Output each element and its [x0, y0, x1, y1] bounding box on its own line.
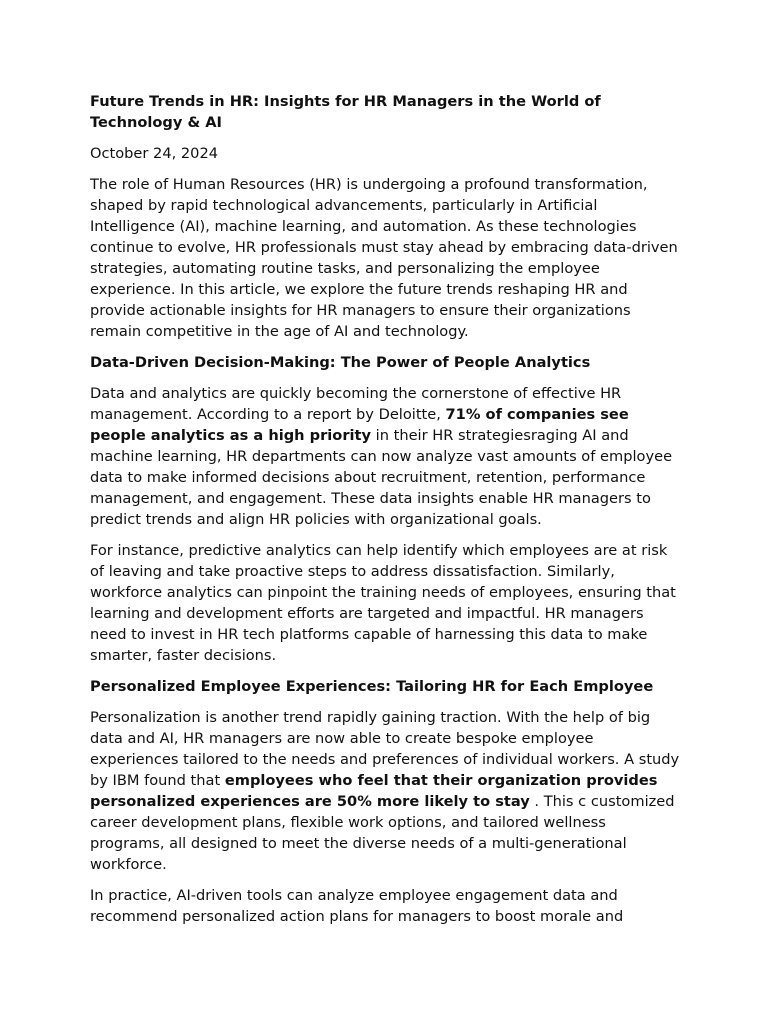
people-analytics-paragraph-1 [90, 383, 682, 530]
section-heading-people-analytics: Data-Driven Decision-Making: The Power of People Analytics [90, 354, 591, 371]
personalized-experiences-paragraph-2: In practice, AI-driven tools can analyze employee engagement data and recommend personalized action plans for managers to boost morale and [90, 887, 624, 925]
personalized-experiences-paragraph-1 [90, 707, 682, 875]
article-date: October 24, 2024 [90, 145, 219, 162]
people-analytics-paragraph-2: For instance, predictive analytics can help identify which employees are at risk of leaving and take proactive steps to address dissatisfaction. Similarly, workforce analytics can pinpoint the training needs of employees, ensuring that learning and development efforts are targeted and impactful. HR managers need to invest in HR tech platforms capable of harnessing this data to make smarter, faster decisions. [90, 542, 676, 664]
highlight-stat: 71% of companies see people analytics as a high priority [90, 406, 629, 444]
section-heading-personalized-experiences: Personalized Employee Experiences: Tailoring HR for Each Employee [90, 678, 654, 695]
intro-paragraph: The role of Human Resources (HR) is undergoing a profound transformation, shaped by rapid technological advancements, particularly in Artificial Intelligence (AI), machine learning, and automation. As these technologies continue to evolve, HR professionals must stay ahead by embracing data-driven strategies, automating routine tasks, and personalizing the employee experience. In this article, we explore the future trends reshaping HR and provide actionable insights for HR managers to ensure their organizations remain competitive in the age of AI and technology. [90, 176, 678, 340]
document-page [90, 91, 682, 937]
text-run: Data and analytics are quickly becoming the cornerstone of effective HR management. According to a report by Deloitte, [90, 385, 622, 423]
article-title: Future Trends in HR: Insights for HR Managers in the World of Technology & AI [90, 93, 601, 131]
highlight-stat: employees who feel that their organization provides personalized experiences are 50% more likely to stay [90, 772, 658, 810]
text-run: Personalization is another trend rapidly gaining traction. With the help of big data and AI, HR managers are now able to create bespoke employee experiences tailored to the needs and preferences of individual workers. A study by IBM found that [90, 709, 680, 789]
text-run: in their HR strategiesraging AI and machine learning, HR departments can now analyze vast amounts of employee data to make informed decisions about recruitment, retention, performance management, and engagement. These data insights enable HR managers to predict trends and align HR policies with organizational goals. [90, 427, 673, 528]
text-run: . This c customized career development plans, flexible work options, and tailored wellness programs, all designed to meet the diverse needs of a multi-generational workforce. [90, 793, 675, 873]
